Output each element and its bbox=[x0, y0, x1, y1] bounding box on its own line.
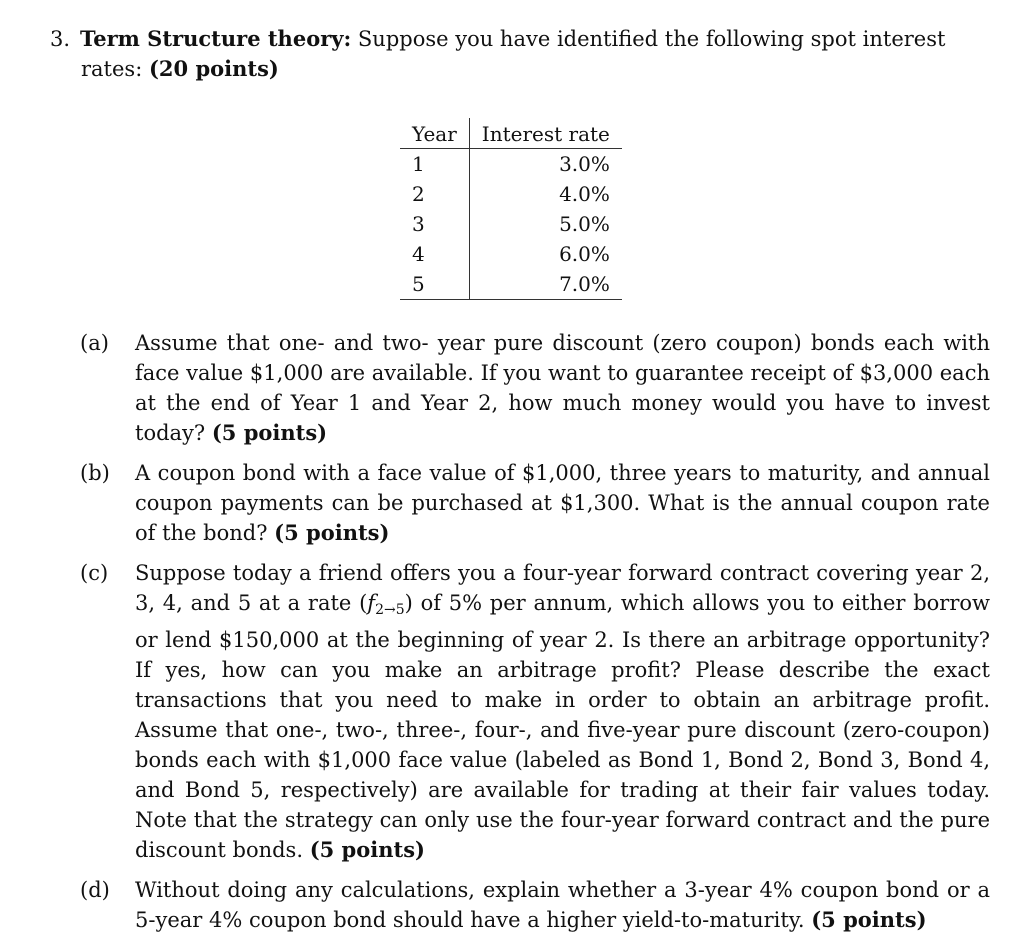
problem-points: (20 points) bbox=[148, 56, 279, 81]
problem-intro: Suppose you have identified the following spot interest bbox=[357, 27, 946, 51]
question-parts bbox=[80, 328, 990, 945]
part-a-text: Assume that one- and two- year pure discount (zero coupon) bonds each with face value $1,000 are available. If you want to guarantee receipt of $3,000 each at the end of Year 1 and Year 2, how much money would you have to invest today? bbox=[135, 331, 990, 445]
problem-number: 3. bbox=[50, 27, 71, 51]
part-d-text: Without doing any calculations, explain whether a 3-year 4% coupon bond or a 5-year 4% coupon bond should have a higher yield-to-maturity. bbox=[135, 878, 990, 932]
year-cell: 3 bbox=[400, 209, 469, 239]
part-a-label: (a) bbox=[80, 331, 109, 355]
part-b-points: (5 points) bbox=[274, 520, 390, 545]
part-a bbox=[80, 328, 990, 448]
problem-heading bbox=[50, 24, 990, 84]
spot-rate-table bbox=[400, 118, 622, 300]
year-cell: 1 bbox=[400, 149, 469, 180]
part-d-label: (d) bbox=[80, 878, 110, 902]
problem-title: Term Structure theory: bbox=[80, 26, 352, 51]
part-b-label: (b) bbox=[80, 461, 110, 485]
year-cell: 4 bbox=[400, 239, 469, 269]
part-d bbox=[80, 875, 990, 935]
year-cell: 5 bbox=[400, 269, 469, 300]
header-year: Year bbox=[400, 118, 469, 149]
rate-cell: 5.0% bbox=[559, 212, 610, 236]
rate-cell: 4.0% bbox=[559, 182, 610, 206]
rate-cell: 6.0% bbox=[559, 242, 610, 266]
table-row bbox=[400, 209, 622, 239]
part-b-text: A coupon bond with a face value of $1,000, three years to maturity, and annual coupon payments can be purchased at $1,300. What is the annual coupon rate of the bond? bbox=[135, 461, 990, 545]
part-d-points: (5 points) bbox=[811, 907, 927, 932]
forward-rate-symbol: f bbox=[367, 591, 376, 615]
forward-rate-subscript: 2→5 bbox=[375, 602, 405, 618]
part-c-text-before: Suppose today a friend offers you a four-year forward contract covering year 2, 3, 4, and 5 at a rate ( bbox=[135, 561, 990, 615]
part-c-points: (5 points) bbox=[309, 837, 425, 862]
rate-cell: 3.0% bbox=[559, 152, 610, 176]
part-a-points: (5 points) bbox=[211, 420, 328, 445]
part-b bbox=[80, 458, 990, 548]
problem-intro-cont: rates: bbox=[81, 57, 143, 81]
header-interest-rate: Interest rate bbox=[481, 122, 610, 146]
part-c-label: (c) bbox=[80, 561, 109, 585]
table-row bbox=[400, 149, 622, 180]
table-row bbox=[400, 269, 622, 300]
table-row bbox=[400, 179, 622, 209]
part-c-text-after: ) of 5% per annum, which allows you to either borrow or lend $150,000 at the beginning of year 2. Is there an arbitrage opportunity? If yes, how can you make an arbitrage profit? Please describe the exact transactions that you need to make in order to obtain an arbitrage profit. Assume that one-, two-, three-, four-, and five-year pure discount (zero-coupon) bonds each with $1,000 face value (labeled as Bond 1, Bond 2, Bond 3, Bond 4, and Bond 5, respectively) are available for trading at their fair values today. Note that the strategy can only use the four-year forward contract and the pure discount bonds. bbox=[135, 591, 990, 862]
table-row bbox=[400, 239, 622, 269]
rate-cell: 7.0% bbox=[469, 269, 622, 300]
part-c bbox=[80, 558, 990, 865]
table-header-row bbox=[400, 118, 622, 149]
year-cell: 2 bbox=[400, 179, 469, 209]
